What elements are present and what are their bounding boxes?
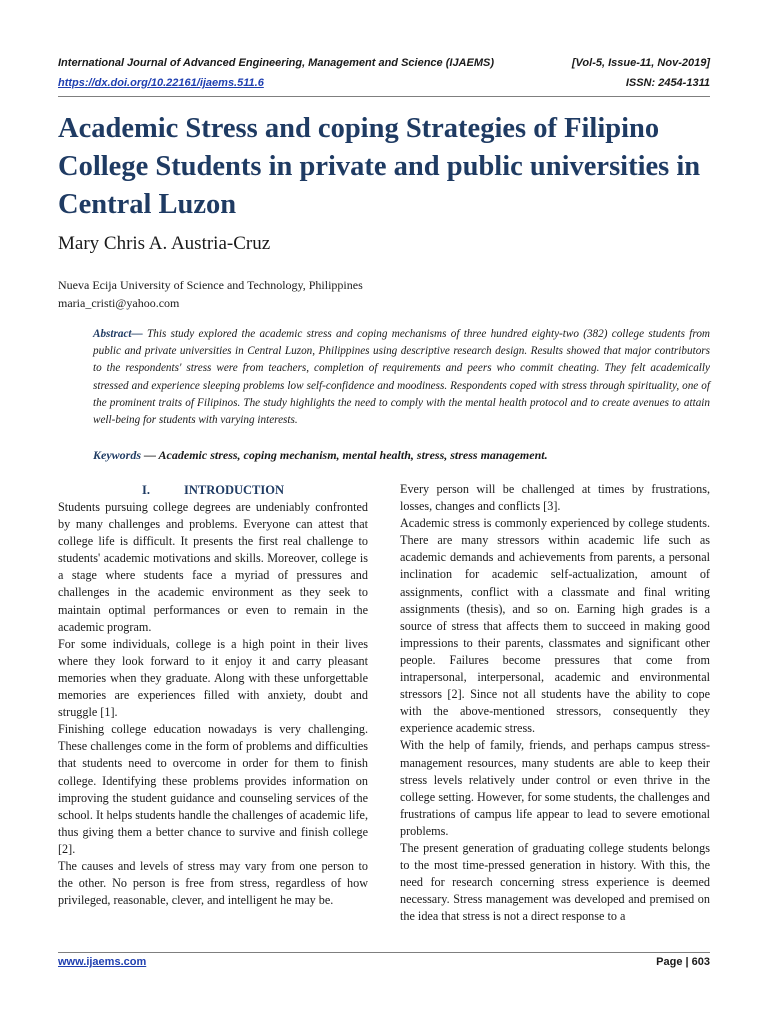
page-footer [58, 952, 710, 968]
header-divider [58, 96, 710, 97]
keywords [93, 448, 710, 463]
page-number: Page | 603 [656, 956, 710, 968]
paper-title: Academic Stress and coping Strategies of Filipino College Students in private and public universities in Central Luzon [58, 113, 701, 220]
paragraph: The present generation of graduating college students belongs to the most time-pressed generation in history. With this, the need for research concerning stress experience is deemed necessary. Stress management was developed and premised on the idea that stress is not a direct response to a [400, 840, 710, 924]
right-column [400, 481, 710, 925]
paragraph: With the help of family, friends, and perhaps campus stress-management resources, many students are able to keep their stress levels relatively under control or even thrive in the college setting. However, for some students, the challenges and frustrations of campus life appear to lead to severe emotional problems. [400, 738, 710, 838]
paragraph: Academic stress is commonly experienced by college students. There are many stressors within academic life such as academic demands and achievements from parents, a personal inclination for academic self-actualization, amount of assignments, conflict with a classmate and final writing assignments (thesis), and so on. Earning high grades is a source of stress that affects them to succeed in making good impressions to their parents, classmates and significant other people. Failures become pressures that come from intrapersonal, interpersonal, academic and environmental stressors [2]. Since not all students have the ability to cope with the above-mentioned stressors, consequently they experience academic stress. [400, 516, 710, 736]
paragraph: Students pursuing college degrees are undeniably confronted by many challenges and problems. Everyone can attest that college life is difficult. It presents the first real challenge to students' academic motivations and skills. Moreover, college is a stage where students face a myriad of pressures and challenges in the academic environment as they seek to maintain optimal performances or even to remain in the academic program. [58, 500, 368, 634]
abstract [93, 326, 710, 429]
section-number: I. [141, 483, 150, 497]
keywords-label: Keywords [93, 448, 141, 462]
author-name: Mary Chris A. Austria-Cruz [58, 233, 271, 254]
volume-info: [Vol-5, Issue-11, Nov-2019] [571, 57, 710, 69]
abstract-dash: — [131, 328, 148, 340]
keywords-text: — Academic stress, coping mechanism, mental health, stress, stress management. [141, 448, 548, 462]
paragraph: Finishing college education nowadays is very challenging. These challenges come in the form of problems and difficulties that students need to overcome in order for them to finish college. Identifying these problems provides information on improving the student guidance and counseling services of the school. It helps students handle the challenges of academic life, thus giving them a better chance to survive and finish college [2]. [58, 722, 368, 856]
affiliation: Nueva Ecija University of Science and Technology, Philippines [58, 278, 363, 292]
abstract-label: Abstract [93, 328, 132, 340]
affiliation-block [58, 276, 363, 312]
author-email: maria_cristi@yahoo.com [58, 296, 180, 310]
issn: ISSN: 2454-1311 [625, 77, 710, 89]
section-heading [58, 481, 368, 499]
abstract-text: This study explored the academic stress and coping mechanisms of three hundred eighty-two (382) college students from public and private universities in Central Luzon, Philippines using descriptive research design. Results showed that major contributors to the respondents' stress were from teachers, completion of requirements and peers who commit cheating. They felt academically stressed and experience sleeping problems low self-confidence and moodiness. Respondents coped with stress through spirituality, one of the prominent traits of Filipinos. The study highlights the need to comply with the mental health protocol and to create avenues to attain well-being for students with varying interests. [93, 328, 711, 427]
left-column [58, 481, 368, 909]
paragraph: The causes and levels of stress may vary from one person to the other. No person is free from stress, regardless of how privileged, reasonable, clever, and intelligent he may be. [58, 858, 368, 908]
journal-name: International Journal of Advanced Engineering, Management and Science (IJAEMS) [58, 57, 495, 69]
paragraph: Every person will be challenged at times by frustrations, losses, changes and conflicts [3]. [400, 482, 710, 514]
website-link[interactable]: www.ijaems.com [58, 956, 147, 968]
doi-link[interactable]: https://dx.doi.org/10.22161/ijaems.511.6 [58, 77, 264, 89]
section-title: INTRODUCTION [183, 483, 284, 497]
paragraph: For some individuals, college is a high point in their lives where they look forward to it enjoy it and carry pleasant memories when they graduate. Along with these unforgettable memories are experiences filled with anxiety, doubt and struggle [1]. [58, 636, 368, 720]
page-header [58, 53, 710, 97]
